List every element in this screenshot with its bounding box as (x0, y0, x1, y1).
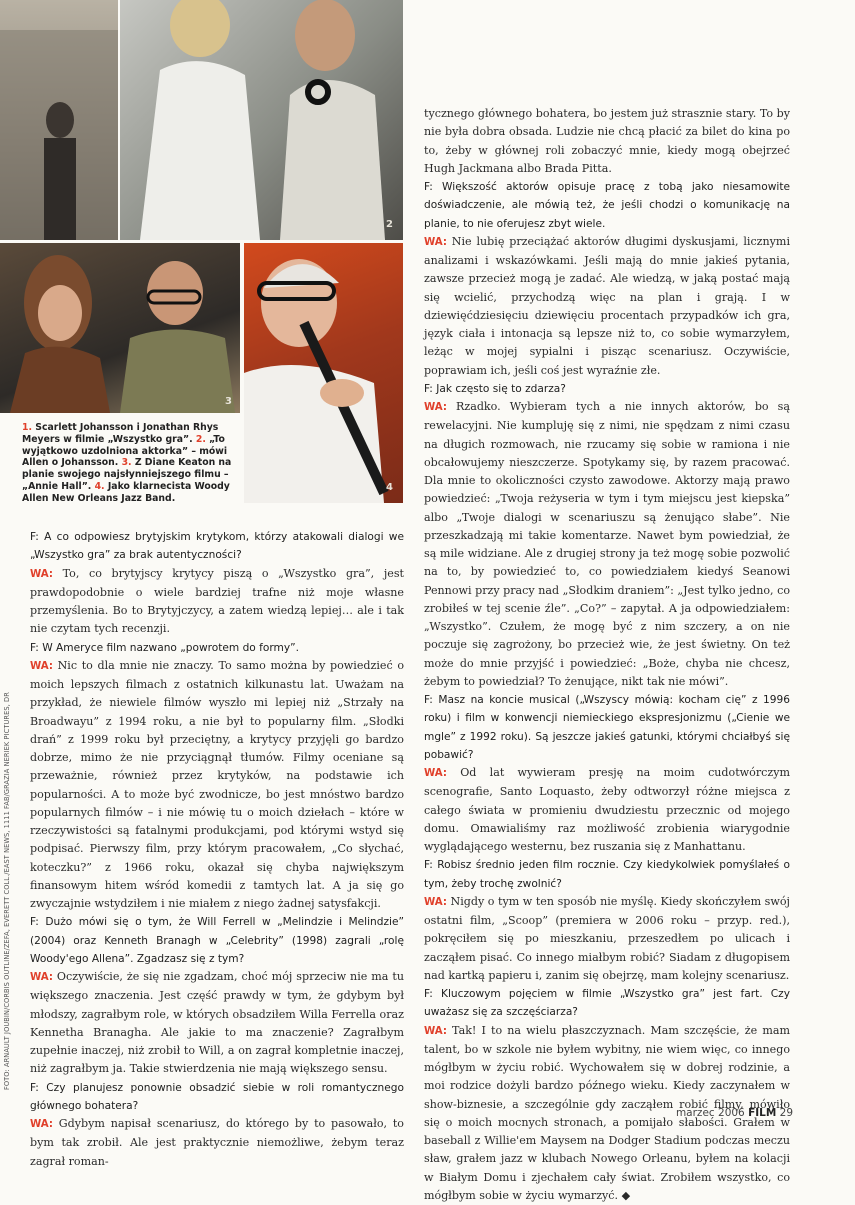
issue-date: marzec 2006 (676, 1107, 748, 1119)
speaker-label: WA: (30, 569, 53, 580)
answer-1 (30, 565, 404, 639)
caption-text-1: Scarlett Johansson i Jonathan Rhys Meyers w filmie „Wszystko gra”. (22, 422, 218, 445)
photo-number-4: 4 (386, 482, 393, 493)
photo-johansson-allen (120, 0, 403, 240)
photo-street-figures (0, 0, 118, 240)
answer-8 (424, 893, 790, 985)
answer-2-text: Nic to dla mnie nie znaczy. To samo można by powiedzieć o moich lepszych filmach z ostatnich kilkunastu lat. Uważam na przykład, że niewiele filmów wyszło mi lepiej niż „Strzały na Broadwayu” z 1994 roku, a nie był to popularny film. „Słodki drań” z 1999 roku był przeciętny, a krytycy przyjęli go bardzo dobrze, mimo że nie przyciągnął tłumów. Filmy oceniane są przeważnie, również przez krytyków, na podstawie ich popularności. A to może być zwodnicze, bo jest mnóstwo bardzo popularnych filmów – i nie mówię tu o moich dziełach – które w rzeczywistości są fatalnymi produkcjami, pod którymi wstyd się podpisać. Pierwszy film, przy którym pracowałem, „Co słychać, koteczku?” z 1966 roku, okazał się chyba największym finansowym hitem wśród komedii z tamtych lat. A ja się go zwyczajnie wstydziłem i nie miałem z niego żadnej satysfakcji. (30, 659, 404, 910)
answer-4-text: Gdybym napisał scenariusz, do którego by to pasowało, to bym tak zrobił. Ale jest praktycznie niemożliwe, żebym teraz zagrał roman- (30, 1117, 404, 1168)
question-4: F: Czy planujesz ponownie obsadzić siebie w roli romantycznego głównego bohatera? (30, 1079, 404, 1116)
caption-text-4: Jako klarnecista Woody Allen New Orleans Jazz Band. (22, 481, 230, 504)
answer-8-text: Nigdy o tym w ten sposób nie myślę. Kiedy skończyłem swój ostatni film, „Scoop” (premiera w 2006 roku – przyp. red.), pokręciłem się po mieszkaniu, przeszedłem po ulicach i zacząłem pisać. Co innego miałbym robić? Siadam z długopisem nad kartką papieru i, zanim się obejrzę, mam kolejny scenariusz. (424, 895, 790, 982)
page-number: 29 (776, 1107, 793, 1119)
photo-caption (22, 422, 232, 505)
question-6: F: Jak często się to zdarza? (424, 380, 790, 398)
speaker-label: WA: (30, 661, 53, 672)
photo-clarinet-figures (244, 243, 403, 503)
photo-number-2: 2 (386, 219, 393, 230)
speaker-label: WA: (424, 768, 447, 779)
speaker-label: WA: (30, 972, 53, 983)
answer-4-continued: tycznego głównego bohatera, bo jestem już strasznie stary. To by nie była dobra obsada. Ludzie nie chcą płacić za bilet do kina po to, żeby w głównej roli zobaczyć mnie, kiedy mogą obejrzeć Hugh Jackmana albo Brada Pitta. (424, 105, 790, 178)
photo-annie-hall-figures (0, 243, 240, 413)
magazine-name: FILM (748, 1107, 776, 1119)
caption-text-3: Z Diane Keaton na planie swojego najsłynniejszego filmu – „Annie Hall”. (22, 457, 231, 492)
answer-7 (424, 764, 790, 856)
page-footer (676, 1107, 793, 1119)
article-column-left (30, 528, 404, 1171)
answer-7-text: Od lat wywieram presję na moim cudotwórczym scenografie, Santo Loquasto, żeby odtworzył różne miejsca z całego świata w promieniu dwudziestu przecznic od mojego domu. Omawialiśmy raz możliwość zrobienia wiarygodnie wyglądającego westernu, bez ruszania się z Manhattanu. (424, 766, 790, 853)
answer-6-text: Rzadko. Wybieram tych a nie innych aktorów, bo są rewelacyjni. Nie kumpluję się z nimi, nie spędzam z nimi czasu na długich rozmowach, nie rzucamy się sobie w ramiona i nie obcałowujemy nieszczerze. Spotykamy się, by razem pracować. Dla mnie to okoliczności czysto zawodowe. Aktorzy mają prawo powiedzieć: „Twoja reżyseria w tym i tym miejscu jest kiepska” albo „Twoje dialogi w scenariuszu są żenująco słabe”. Nie przeszkadzają mi takie komentarze. Nawet bym powiedział, że są mile widziane. Ale z drugiej strony ja też mogę sobie pozwolić na to, by powiedzieć to, co powiedziałem kiedyś Seanowi Pennowi przy pracy nad „Słodkim draniem”: „Jest tylko jedno, co zrobiłeś w tej scenie źle”. „Co?” – zapytał. A ja odpowiedziałem: „Wszystko”. Czułem, że mogę być z nim szczery, a on nie poczuje się zagrożony, bo przecież wie, że jest świetny. On też może do mnie przyjść i powiedzieć: „Boże, chyba nie chcesz, żebym to powiedział? To żenujące, nikt tak nie mówi”. (424, 400, 790, 688)
caption-num-4: 4. (95, 481, 105, 492)
speaker-label: WA: (424, 402, 447, 413)
speaker-label: WA: (424, 897, 447, 908)
question-3: F: Dużo mówi się o tym, że Will Ferrell w „Melindzie i Melindzie” (2004) oraz Kenneth Branagh w „Celebrity” (1998) zagrali „rolę Woody'ego Allena”. Zgadzasz się z tym? (30, 913, 404, 968)
photo-johansson-allen-figures (120, 0, 403, 240)
caption-num-1: 1. (22, 422, 32, 433)
question-8: F: Robisz średnio jeden film rocznie. Czy kiedykolwiek pomyślałeś o tym, żeby trochę zwolnić? (424, 856, 790, 893)
question-7: F: Masz na koncie musical („Wszyscy mówią: kocham cię” z 1996 roku) i film w konwencji niemieckiego ekspresjonizmu („Cienie we mgle” z 1992 roku). Są jeszcze jakieś gatunki, którymi chciałbyś się pobawić? (424, 691, 790, 764)
question-9: F: Kluczowym pojęciem w filmie „Wszystko gra” jest fart. Czy uważasz się za szczęściarza? (424, 985, 790, 1022)
answer-9-text: Tak! I to na wielu płaszczyznach. Mam szczęście, że mam talent, bo w szkole nie byłem wybitny, nie wiem więc, co innego mógłbym w życiu robić. Wychowałem się w dobrej rodzinie, a moi rodzice dożyli bardzo późnego wieku. Kiedy zaczynałem w show-biznesie, a szczególnie gdy zacząłem robić filmy, mówiło się o moich mocnych stronach, a pomijało słabości. Grałem w baseball z Willie'em Maysem na Dodger Stadium podczas meczu sław, grałem jazz w klubach Nowego Orleanu, byłem na kolacji w Białym Domu i zjechałem cały świat. Zrobiłem wszystko, co mógłbym sobie w życiu wymarzyć. (424, 1024, 790, 1202)
caption-num-3: 3. (122, 457, 132, 468)
photo-credit: FOTO: ARNAULT JOUBIN/CORBIS OUTLINE/ZEFA, EVERETT COLL./EAST NEWS, 1111 FAB/GRAZIA NERIEK PICTURES, DR (3, 670, 11, 1090)
answer-6 (424, 398, 790, 691)
article-column-right (424, 105, 790, 1205)
photo-street (0, 0, 118, 240)
end-mark: ◆ (618, 1189, 630, 1202)
answer-5 (424, 233, 790, 380)
speaker-label: WA: (424, 1026, 447, 1037)
answer-2 (30, 657, 404, 914)
question-1: F: A co odpowiesz brytyjskim krytykom, którzy atakowali dialogi we „Wszystko gra” za brak autentyczności? (30, 528, 404, 565)
caption-num-2: 2. (196, 434, 206, 445)
question-2: F: W Ameryce film nazwano „powrotem do formy”. (30, 639, 404, 657)
question-5: F: Większość aktorów opisuje pracę z tobą jako niesamowite doświadczenie, ale mówią też, że jeśli chodzi o komunikację na planie, to nie oferujesz zbyt wiele. (424, 178, 790, 233)
speaker-label: WA: (424, 237, 447, 248)
answer-3-text: Oczywiście, że się nie zgadzam, choć mój sprzeciw nie ma tu większego znaczenia. Jest część prawdy w tym, że gdybym był młodszy, zagrałbym role, w których obsadziłem Willa Ferrella oraz Kennetha Branagha. Ale jakie to ma znaczenie? Zagrałbym zupełnie inaczej, niż zrobił to Will, a on zagrał kompletnie inaczej, niż zagrałbym ja. Takie stwierdzenia nie mają większego sensu. (30, 970, 404, 1075)
caption-text-2: „To wyjątkowo uzdolniona aktorka” – mówi Allen o Johansson. (22, 434, 227, 469)
photo-annie-hall (0, 243, 240, 413)
answer-4 (30, 1115, 404, 1171)
answer-1-text: To, co brytyjscy krytycy piszą o „Wszystko gra”, jest prawdopodobnie o wiele bardziej trafne niż moje własne przemyślenia. Bo to Brytyjczycy, a zatem wiedzą lepiej… ale i tak nie czytam tych recenzji. (30, 567, 404, 636)
photo-clarinet (244, 243, 403, 503)
answer-5-text: Nie lubię przeciążać aktorów długimi dyskusjami, licznymi analizami i wskazówkami. Jeśli mają do mnie jakieś pytania, zawsze przecież mogą je zadać. Ale wiedzą, w jaką postać mają się wcielić, przychodzą więc na plan i grają. I w dziewięćdziesięciu dziewięciu procentach przypadków ich gra, język ciała i intonacja są lepsze niż to, co sobie wymarzyłem, leżąc w mojej sypialni i pisząc scenariusz. Oczywiście, poprawiam ich, jeśli coś jest wyraźnie złe. (424, 235, 790, 377)
answer-3 (30, 968, 404, 1079)
photo-number-3: 3 (225, 396, 232, 407)
speaker-label: WA: (30, 1119, 53, 1130)
